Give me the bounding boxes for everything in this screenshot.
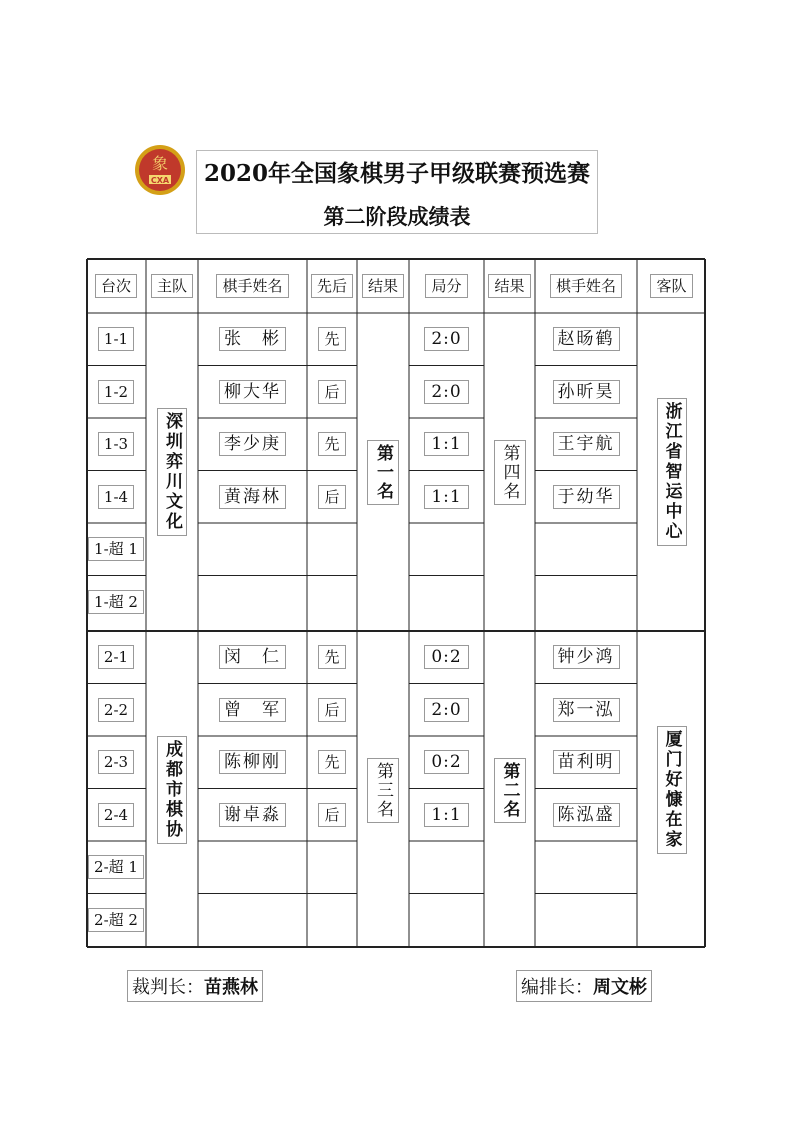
move-order: 后 — [318, 485, 345, 509]
move-order: 后 — [318, 380, 345, 404]
away-player-name-cell — [535, 313, 637, 366]
header-home-team: 主队 — [151, 274, 193, 298]
home-player-name: 陈柳刚 — [219, 750, 286, 774]
move-order: 后 — [318, 698, 345, 722]
away-result-cell — [484, 313, 535, 631]
away-result-cell — [484, 631, 535, 949]
game-score-cell — [409, 576, 484, 629]
move-order-cell — [307, 684, 357, 737]
referee-name: 苗燕林 — [204, 977, 258, 998]
home-player-name-cell — [198, 684, 307, 737]
header-away-result-cell — [484, 258, 535, 313]
board-number: 2-超 2 — [88, 908, 144, 932]
arranger-name: 周文彬 — [593, 977, 647, 998]
away-player-name-cell — [535, 471, 637, 524]
board-number-cell — [86, 894, 146, 947]
game-score-cell — [409, 366, 484, 419]
home-player-name-cell — [198, 631, 307, 684]
board-number: 1-3 — [98, 432, 134, 456]
away-player-name-cell — [535, 523, 637, 576]
home-result-cell — [357, 631, 409, 949]
page-title: 2020年全国象棋男子甲级联赛预选赛 — [203, 160, 590, 187]
away-team-name: 厦门好慷在家 — [657, 726, 687, 854]
move-order-cell — [307, 313, 357, 366]
header-score: 局分 — [425, 274, 467, 298]
home-player-name-cell — [198, 523, 307, 576]
away-player-name: 陈泓盛 — [553, 803, 620, 827]
header-score-cell — [409, 258, 484, 313]
away-player-name-cell — [535, 418, 637, 471]
home-player-name-cell — [198, 789, 307, 842]
away-player-name: 苗利明 — [553, 750, 620, 774]
header-home-team-cell — [146, 258, 198, 313]
move-order-cell — [307, 576, 357, 629]
home-player-name: 闵 仁 — [219, 645, 286, 669]
home-player-name: 柳大华 — [219, 380, 286, 404]
home-result-cell — [357, 313, 409, 631]
home-player-name: 张 彬 — [219, 327, 286, 351]
home-player-name: 李少庚 — [219, 432, 286, 456]
move-order-cell — [307, 418, 357, 471]
header-away-team: 客队 — [650, 274, 692, 298]
board-number-cell — [86, 736, 146, 789]
game-score-cell — [409, 313, 484, 366]
header-home-player-cell — [198, 258, 307, 313]
move-order: 先 — [318, 327, 345, 351]
home-team-name-cell — [146, 631, 198, 949]
logo-glyph: 象 — [151, 154, 169, 173]
board-number-cell — [86, 789, 146, 842]
board-number-cell — [86, 631, 146, 684]
home-result: 第一名 — [367, 440, 399, 505]
away-player-name: 钟少鸿 — [553, 645, 620, 669]
board-number: 2-4 — [98, 803, 134, 827]
arranger-label: 编排长： — [521, 977, 593, 998]
header-board-cell — [86, 258, 146, 313]
game-score: 2:0 — [424, 327, 468, 351]
home-player-name-cell — [198, 418, 307, 471]
home-player-name: 谢卓淼 — [219, 803, 286, 827]
move-order-cell — [307, 789, 357, 842]
game-score: 0:2 — [424, 750, 468, 774]
board-number: 1-4 — [98, 485, 134, 509]
cxa-logo — [134, 144, 186, 196]
move-order-cell — [307, 631, 357, 684]
move-order-cell — [307, 366, 357, 419]
board-number-cell — [86, 366, 146, 419]
header-home-player: 棋手姓名 — [216, 274, 288, 298]
away-player-name: 赵旸鹤 — [553, 327, 620, 351]
away-team-name: 浙江省智运中心 — [657, 398, 687, 546]
board-number-cell — [86, 313, 146, 366]
game-score-cell — [409, 841, 484, 894]
game-score-cell — [409, 789, 484, 842]
home-team-name: 深圳弈川文化 — [157, 408, 187, 536]
game-score-cell — [409, 894, 484, 947]
home-player-name-cell — [198, 366, 307, 419]
move-order-cell — [307, 523, 357, 576]
move-order-cell — [307, 736, 357, 789]
title-box — [196, 150, 598, 234]
home-player-name-cell — [198, 313, 307, 366]
board-number: 2-2 — [98, 698, 134, 722]
home-player-name: 黄海林 — [219, 485, 286, 509]
header-away-team-cell — [637, 258, 706, 313]
game-score: 0:2 — [424, 645, 468, 669]
referee-box — [127, 970, 263, 1002]
game-score-cell — [409, 736, 484, 789]
board-number-cell — [86, 576, 146, 629]
move-order: 后 — [318, 803, 345, 827]
board-number-cell — [86, 684, 146, 737]
game-score: 1:1 — [424, 485, 468, 509]
away-team-name-cell — [637, 631, 706, 949]
away-player-name-cell — [535, 576, 637, 629]
header-away-player-cell — [535, 258, 637, 313]
board-number-cell — [86, 523, 146, 576]
logo-text: CXA — [150, 176, 170, 185]
page-subtitle: 第二阶段成绩表 — [323, 204, 471, 229]
home-player-name-cell — [198, 471, 307, 524]
game-score-cell — [409, 631, 484, 684]
away-player-name-cell — [535, 789, 637, 842]
board-number: 1-2 — [98, 380, 134, 404]
home-player-name-cell — [198, 841, 307, 894]
board-number: 2-超 1 — [88, 855, 144, 879]
away-player-name: 王宇航 — [553, 432, 620, 456]
away-result: 第四名 — [494, 440, 526, 505]
move-order-cell — [307, 471, 357, 524]
board-number: 1-超 2 — [88, 590, 144, 614]
move-order: 先 — [318, 432, 345, 456]
away-player-name-cell — [535, 894, 637, 947]
header-away-player: 棋手姓名 — [550, 274, 622, 298]
move-order: 先 — [318, 645, 345, 669]
board-number: 1-超 1 — [88, 537, 144, 561]
away-player-name-cell — [535, 736, 637, 789]
board-number-cell — [86, 418, 146, 471]
home-player-name-cell — [198, 736, 307, 789]
away-team-name-cell — [637, 313, 706, 631]
header-order: 先后 — [311, 274, 353, 298]
away-player-name: 孙昕昊 — [553, 380, 620, 404]
referee-label: 裁判长： — [132, 977, 204, 998]
game-score-cell — [409, 418, 484, 471]
results-table — [86, 258, 706, 948]
away-player-name-cell — [535, 366, 637, 419]
header-home-result-cell — [357, 258, 409, 313]
away-player-name-cell — [535, 841, 637, 894]
home-team-name-cell — [146, 313, 198, 631]
home-player-name: 曾 军 — [219, 698, 286, 722]
game-score-cell — [409, 523, 484, 576]
home-player-name-cell — [198, 894, 307, 947]
game-score: 1:1 — [424, 803, 468, 827]
header-board: 台次 — [95, 274, 137, 298]
away-player-name: 郑一泓 — [553, 698, 620, 722]
header-order-cell — [307, 258, 357, 313]
board-number-cell — [86, 841, 146, 894]
game-score-cell — [409, 471, 484, 524]
away-player-name-cell — [535, 631, 637, 684]
home-player-name-cell — [198, 576, 307, 629]
board-number: 2-3 — [98, 750, 134, 774]
game-score-cell — [409, 684, 484, 737]
header-away-result: 结果 — [488, 274, 530, 298]
away-player-name-cell — [535, 684, 637, 737]
board-number-cell — [86, 471, 146, 524]
board-number: 1-1 — [98, 327, 134, 351]
game-score: 2:0 — [424, 380, 468, 404]
arranger-box — [516, 970, 652, 1002]
move-order-cell — [307, 841, 357, 894]
away-player-name: 于幼华 — [553, 485, 620, 509]
game-score: 1:1 — [424, 432, 468, 456]
header-home-result: 结果 — [362, 274, 404, 298]
home-result: 第三名 — [367, 758, 399, 823]
away-result: 第二名 — [494, 758, 526, 823]
move-order: 先 — [318, 750, 345, 774]
move-order-cell — [307, 894, 357, 947]
game-score: 2:0 — [424, 698, 468, 722]
board-number: 2-1 — [98, 645, 134, 669]
home-team-name: 成都市棋协 — [157, 736, 187, 844]
